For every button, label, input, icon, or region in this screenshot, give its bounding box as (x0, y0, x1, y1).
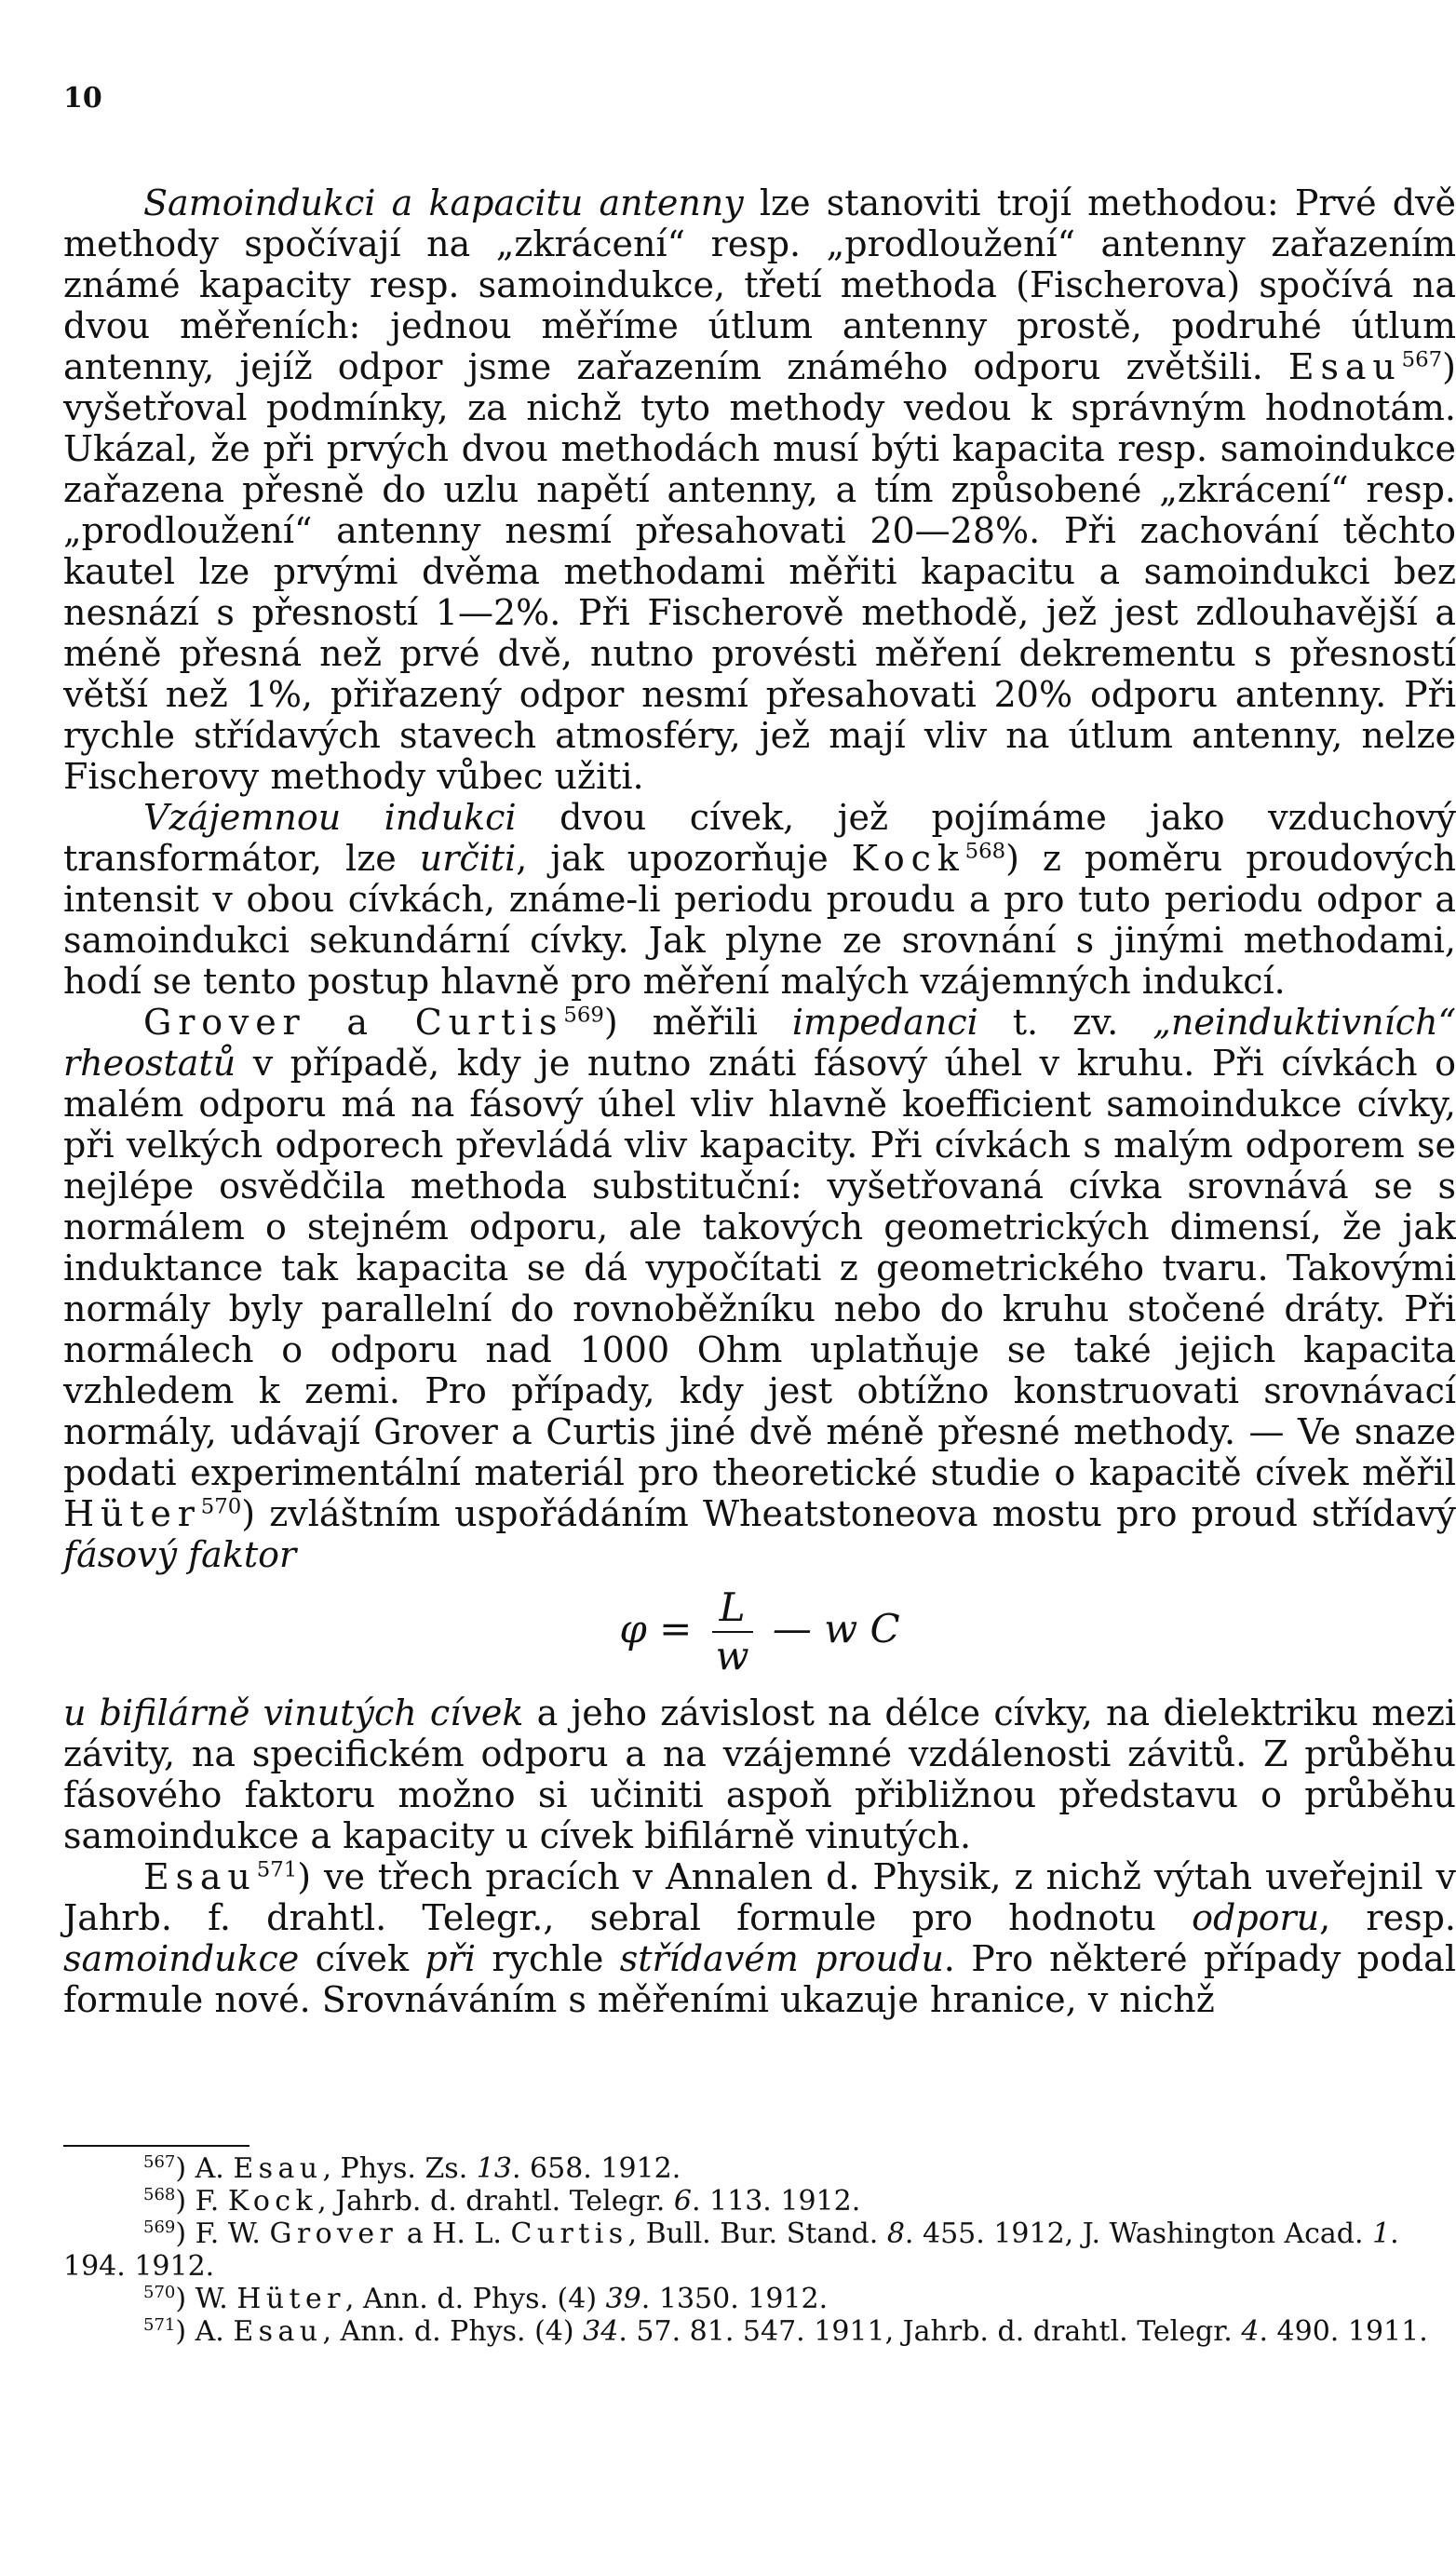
formula-fraction (712, 1584, 753, 1679)
italic-text: fásový faktor (63, 1534, 297, 1575)
text-run: ) měřili (603, 1002, 792, 1043)
text-run: a H. L. (398, 2218, 511, 2250)
text-run: ) W. (175, 2283, 237, 2315)
author-name: Esau (233, 2152, 323, 2185)
text-run: , Phys. Zs. (322, 2152, 477, 2185)
footnote-ref: 570 (200, 1494, 242, 1519)
text-run: lze stanoviti trojí methodou: Prvé dvě methody spočívají na „zkrácení“ resp. „prodloužení“ antenny zařazením známé kapacity resp. samoindukce, třetí methoda (Fischerova) spočívá na dvou měřeních: jednou měříme útlum antenny prostě, podruhé útlum antenny, jejíž odpor jsme zařazením známého odporu zvětšili. (63, 182, 1456, 387)
footnote-ref: 567 (143, 2152, 176, 2172)
formula (63, 1584, 1456, 1679)
footnote-ref: 571 (256, 1857, 298, 1882)
author-name: Grover a Curtis (143, 1002, 564, 1043)
text-run: . Pro některé případy podal formule nové. Srovnáváním s měřeními ukazuje hranice, v nichž (63, 1938, 1456, 2020)
author-name: Kock (227, 2185, 318, 2218)
italic-text: samoindukce (63, 1938, 300, 1979)
italic-text: 34 (583, 2315, 619, 2348)
formula-lhs: φ = (619, 1606, 693, 1652)
italic-text: „neinduktivních“ rheostatů (63, 1002, 1456, 1084)
author-name: Hüter (236, 2283, 345, 2315)
paragraph-3 (63, 1002, 1456, 1575)
text-run: , jak upozorňuje (516, 838, 852, 879)
author-name: Esau (233, 2315, 323, 2348)
text-run: ) A. (175, 2152, 234, 2185)
italic-text: odporu (1192, 1897, 1320, 1938)
text-run: ) zvláštním uspořádáním Wheatstoneova mostu pro proud střídavý (241, 1493, 1456, 1534)
paragraph-1 (63, 182, 1456, 797)
author-name: Hüter (63, 1493, 201, 1534)
text-run: . 658. 1912. (511, 2152, 681, 2185)
footnote-ref: 568 (964, 839, 1006, 864)
text-run: ) A. (175, 2315, 234, 2348)
text-run: cívek (299, 1938, 425, 1979)
italic-text: Samoindukci a kapacitu antenny (143, 182, 744, 223)
footnote-570 (63, 2283, 1456, 2315)
formula-rhs: — w C (772, 1606, 900, 1652)
italic-text: Vzájemnou indukci (143, 797, 517, 838)
footnote-569 (63, 2218, 1456, 2283)
text-run: ) ve třech pracích v Annalen d. Physik, z nichž výtah uveřejnil v Jahrb. f. drahtl. Telegr., sebral formule pro hodnotu (63, 1856, 1456, 1938)
text-run: ) vyšetřoval podmínky, za nichž tyto methody vedou k správným hodnotám. Ukázal, že při prvých dvou methodách musí býti kapacita resp. samoindukce zařazena přesně do uzlu napětí antenny, a tím způsobené „zkrácení“ resp. „prodloužení“ antenny nesmí přesahovati 20—28%. Při zachování těchto kautel lze prvými dvěma methodami měřiti kapacitu a samoindukci bez nesnází s přesností 1—2%. Při Fischerově methodě, jež jest zdlouhavější a méně přesná než prvé dvě, nutno provésti měření dekrementu s přesností větší než 1%, přiřazený odpor nesmí přesahovati 20% odporu antenny. Při rychle střídavých stavech atmosféry, jež mají vliv na útlum antenny, nelze Fischerovy methody vůbec užiti. (63, 346, 1456, 797)
italic-text: střídavém proudu (619, 1938, 944, 1979)
author-name: Kock (851, 838, 965, 879)
text-run: dvou cívek, jež pojímáme jako vzduchový transformátor, lze (63, 797, 1456, 879)
text-run: . 490. 1911. (1259, 2315, 1428, 2348)
paragraph-5 (63, 1856, 1456, 2020)
text-run: . 57. 81. 547. 1911, Jahrb. d. drahtl. Telegr. (618, 2315, 1242, 2348)
footnote-ref: 567 (1401, 347, 1443, 372)
italic-text: 39 (605, 2283, 641, 2315)
text-run: rychle (476, 1938, 620, 1979)
footnote-567 (63, 2152, 1456, 2185)
text-run: . 194. 1912. (63, 2218, 1399, 2283)
paragraph-2 (63, 797, 1456, 1002)
author-name: Esau (1287, 346, 1402, 387)
footnotes (63, 2152, 1456, 2348)
paragraph-4 (63, 1692, 1456, 1856)
footnote-571 (63, 2315, 1456, 2348)
text-run: a jeho závislost na délce cívky, na dielektriku mezi závity, na specifickém odporu a na vzájemné vzdálenosti závitů. Z průběhu fásového faktoru možno si učiniti aspoň přibližnou představu o průběhu samoindukce a kapacity u cívek bifilárně vinutých. (63, 1692, 1456, 1856)
page-number: 10 (63, 82, 102, 115)
italic-text: 4 (1241, 2315, 1260, 2348)
footnote-ref: 568 (143, 2185, 176, 2204)
text-run: t. zv. (977, 1002, 1153, 1043)
text-run: . 113. 1912. (691, 2185, 861, 2218)
text-run: . 455. 1912, J. Washington Acad. (904, 2218, 1373, 2250)
text-run: ) F. W. (175, 2218, 270, 2250)
footnote-ref: 569 (563, 1003, 604, 1028)
text-run: , Jahrb. d. drahtl. Telegr. (317, 2185, 674, 2218)
italic-text: u bifilárně vinutých cívek (63, 1692, 524, 1733)
footnote-ref: 569 (143, 2218, 176, 2237)
body-text (63, 182, 1456, 2020)
italic-text: určiti (419, 838, 517, 879)
footnote-ref: 571 (143, 2315, 176, 2335)
author-name: Curtis (510, 2218, 628, 2250)
text-run: , Bull. Bur. Stand. (627, 2218, 887, 2250)
text-run: , resp. (1319, 1897, 1456, 1938)
author-name: Esau (143, 1856, 257, 1897)
author-name: Grover (269, 2218, 398, 2250)
italic-text: 8 (886, 2218, 905, 2250)
italic-text: impedanci (791, 1002, 978, 1043)
italic-text: při (425, 1938, 477, 1979)
formula-numerator: L (712, 1584, 753, 1633)
text-run: ) F. (175, 2185, 228, 2218)
text-run: ) z poměru proudových intensit v obou cívkách, známe-li periodu proudu a pro tuto periodu odpor a samoindukci sekundární cívky. Jak plyne ze srovnání s jinými methodami, hodí se tento postup hlavně pro měření malých vzájemných indukcí. (63, 838, 1456, 1002)
footnote-divider (63, 2145, 249, 2147)
italic-text: 1 (1372, 2218, 1391, 2250)
formula-denominator: w (715, 1633, 749, 1678)
text-run: v případě, kdy je nutno znáti fásový úhel v kruhu. Při cívkách o malém odporu má na fásový úhel vliv hlavně koefficient samoindukce cívky, při velkých odporech převládá vliv kapacity. Při cívkách s malým odporem se nejlépe osvědčila methoda substituční: vyšetřovaná cívka srovnává se s normálem o stejném odporu, ale takových geometrických dimensí, že jak induktance tak kapacita se dá vypočítati z geometrického tvaru. Takovými normály byly parallelní do rovnoběžníku nebo do kruhu stočené dráty. Při normálech o odporu nad 1000 Ohm uplatňuje se také jejich kapacita vzhledem k zemi. Pro případy, kdy jest obtížno konstruovati srovnávací normály, udávají Grover a Curtis jiné dvě méně přesné methody. — Ve snaze podati experimentální materiál pro theoretické studie o kapacitě cívek měřil (63, 1043, 1456, 1493)
italic-text: 6 (673, 2185, 692, 2218)
text-run: , Ann. d. Phys. (4) (322, 2315, 584, 2348)
text-run: . 1350. 1912. (640, 2283, 829, 2315)
text-run: , Ann. d. Phys. (4) (344, 2283, 606, 2315)
footnote-ref: 570 (143, 2283, 176, 2302)
italic-text: 13 (476, 2152, 512, 2185)
footnote-568 (63, 2185, 1456, 2218)
